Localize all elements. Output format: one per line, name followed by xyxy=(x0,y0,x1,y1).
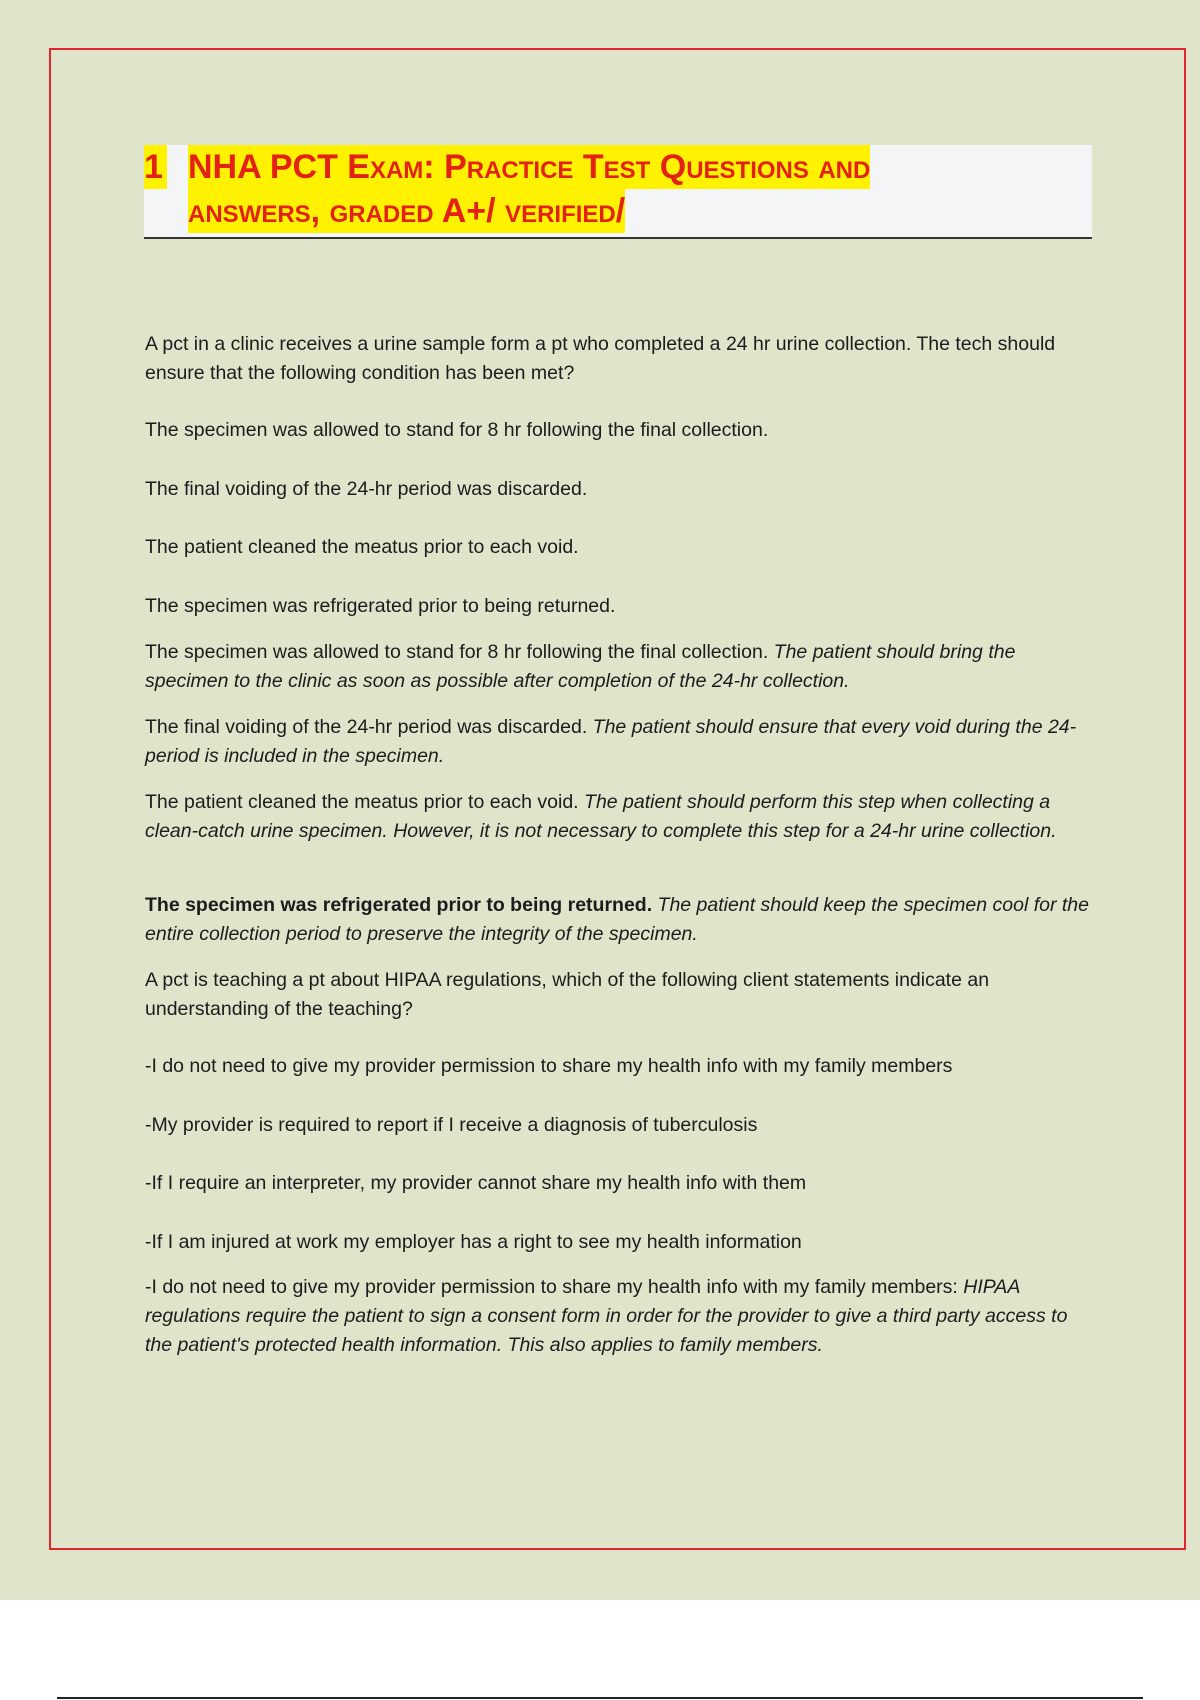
question-1-option-d: The specimen was refrigerated prior to being returned. xyxy=(145,595,616,617)
question-1-rationale-b xyxy=(145,713,1095,771)
question-1-rationale-d xyxy=(145,891,1095,949)
question-1-text: A pct in a clinic receives a urine sample form a pt who completed a 24 hr urine collection. The tech should ensure that the following condition has been met? xyxy=(145,333,1056,384)
question-1-option-b: The final voiding of the 24-hr period was discarded. xyxy=(145,478,588,500)
question-1-option-a: The specimen was allowed to stand for 8 hr following the final collection. xyxy=(145,419,769,441)
question-2-rationale xyxy=(145,1273,1095,1360)
rationale-a-explanation: The patient should bring the specimen to the clinic as soon as possible after completion of the 24-hr collection. xyxy=(145,641,1016,692)
rationale-d-explanation: The patient should keep the specimen cool for the entire collection period to preserve the integrity of the specimen. xyxy=(145,894,1089,945)
document-heading xyxy=(144,145,1092,239)
question-2-option-a: -I do not need to give my provider permission to share my health info with my family members xyxy=(145,1055,953,1077)
rationale-c-option: The patient cleaned the meatus prior to each void. xyxy=(145,791,585,813)
heading-line-2: answers, graded A+/ verified/ xyxy=(188,189,625,233)
footer-rule xyxy=(57,1697,1143,1699)
question-2-option-d: -If I am injured at work my employer has a right to see my health information xyxy=(145,1231,802,1253)
question-1-rationale-a xyxy=(145,638,1095,696)
question-2-rationale-option: -I do not need to give my provider permission to share my health info with my family members: xyxy=(145,1276,964,1298)
heading-number: 1 xyxy=(144,145,167,189)
heading-line-1: NHA PCT Exam: Practice Test Questions and xyxy=(188,145,870,189)
rationale-d-option: The specimen was refrigerated prior to being returned. xyxy=(145,894,653,916)
question-2-option-b: -My provider is required to report if I receive a diagnosis of tuberculosis xyxy=(145,1114,758,1136)
question-2-option-c: -If I require an interpreter, my provider cannot share my health info with them xyxy=(145,1172,807,1194)
question-2-text: A pct is teaching a pt about HIPAA regulations, which of the following client statements indicate an understanding of the teaching? xyxy=(145,969,990,1020)
rationale-b-explanation: The patient should ensure that every void during the 24-period is included in the specimen. xyxy=(145,716,1077,767)
rationale-a-option: The specimen was allowed to stand for 8 hr following the final collection. xyxy=(145,641,774,663)
rationale-b-option: The final voiding of the 24-hr period was discarded. xyxy=(145,716,593,738)
rationale-c-explanation: The patient should perform this step when collecting a clean-catch urine specimen. However, it is not necessary to complete this step for a 24-hr urine collection. xyxy=(145,791,1057,842)
question-1-option-c: The patient cleaned the meatus prior to each void. xyxy=(145,536,579,558)
question-2-rationale-explanation: HIPAA regulations require the patient to sign a consent form in order for the provider to give a third party access to the patient's protected health information. This also applies to family members. xyxy=(145,1276,1068,1356)
question-1-rationale-c xyxy=(145,788,1095,846)
